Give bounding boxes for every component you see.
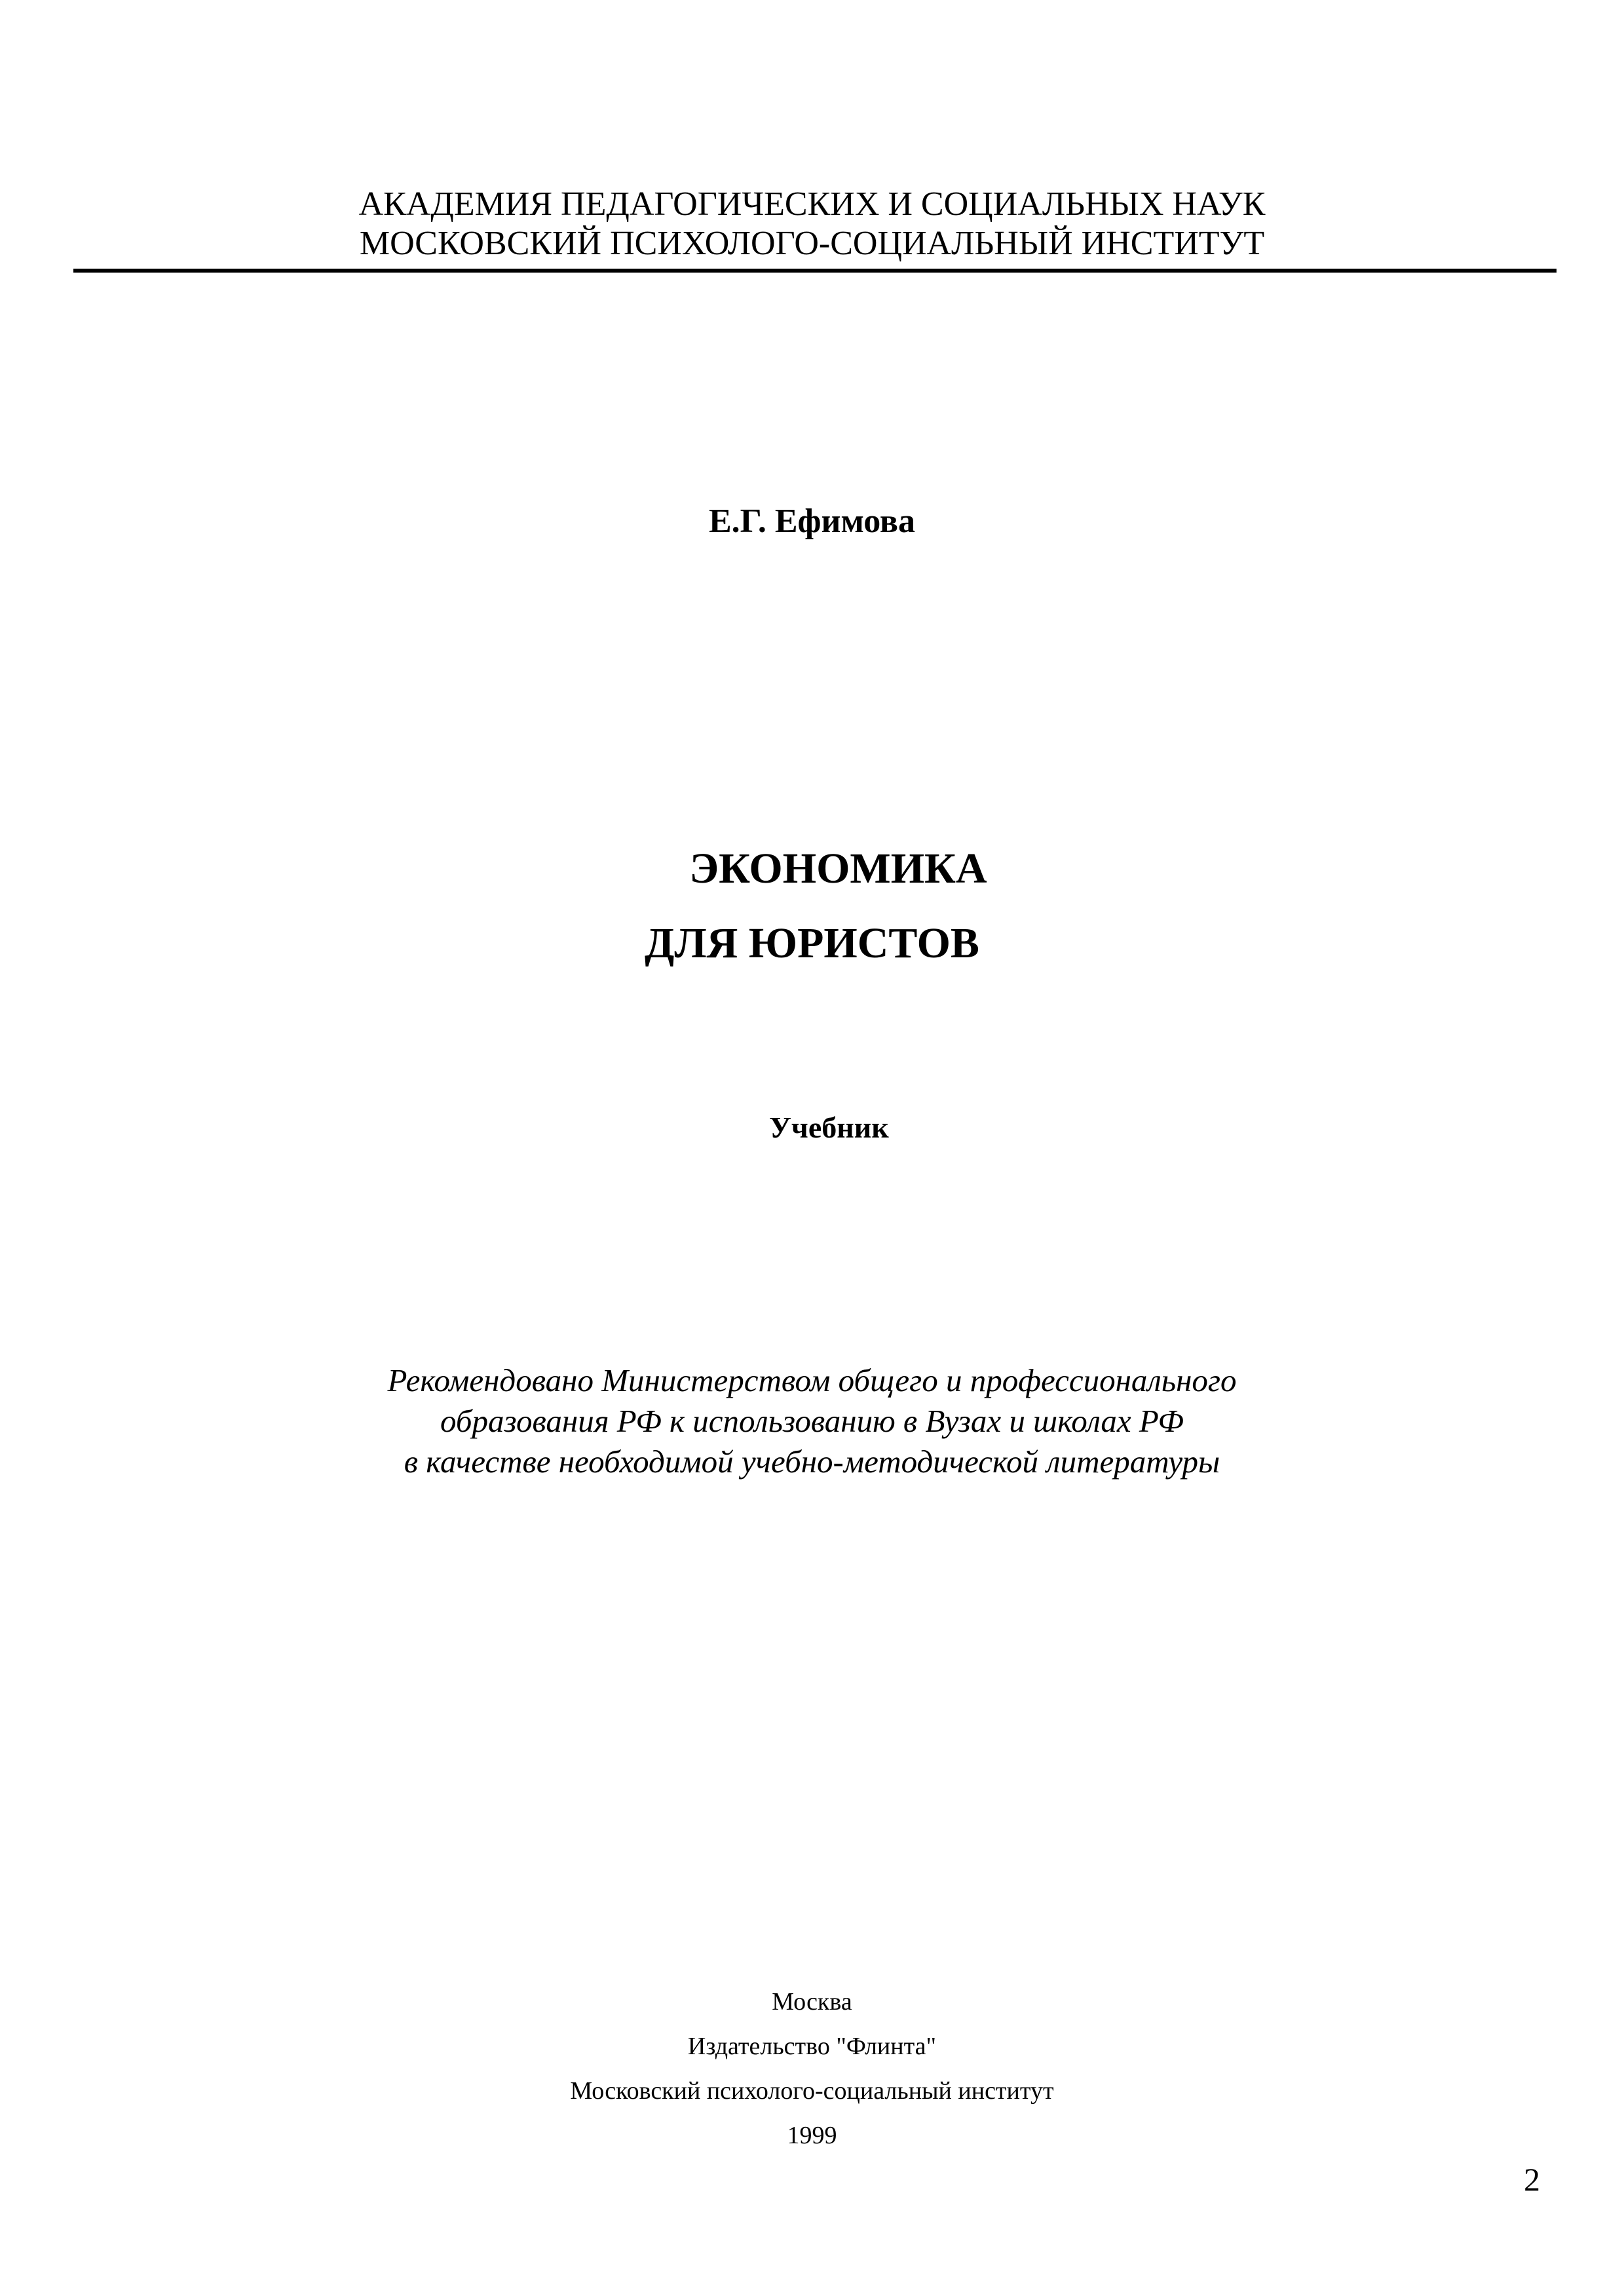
author-name: Е.Г. Ефимова <box>708 503 916 540</box>
recommendation-line3: в качестве необходимой учебно-методической литературы <box>404 1444 1220 1480</box>
imprint-city: Москва <box>772 1988 852 2016</box>
book-title-line2: ДЛЯ ЮРИСТОВ <box>645 919 979 967</box>
header-institute: МОСКОВСКИЙ ПСИХОЛОГО-СОЦИАЛЬНЫЙ ИНСТИТУТ <box>359 225 1265 262</box>
recommendation-line2: образования РФ к использованию в Вузах и школах РФ <box>440 1403 1184 1439</box>
recommendation-line1: Рекомендовано Министерством общего и профессионального <box>387 1362 1237 1398</box>
imprint-publisher: Издательство "Флинта" <box>687 2033 937 2060</box>
book-title-line1: ЭКОНОМИКА <box>689 845 987 892</box>
page-number: 2 <box>1524 2161 1540 2198</box>
imprint-institute: Московский психолого-социальный институт <box>570 2077 1054 2105</box>
header-academy: АКАДЕМИЯ ПЕДАГОГИЧЕСКИХ И СОЦИАЛЬНЫХ НАУК <box>358 185 1266 223</box>
imprint-year: 1999 <box>787 2122 837 2149</box>
book-subtitle: Учебник <box>769 1111 889 1144</box>
header-rule <box>73 269 1557 273</box>
